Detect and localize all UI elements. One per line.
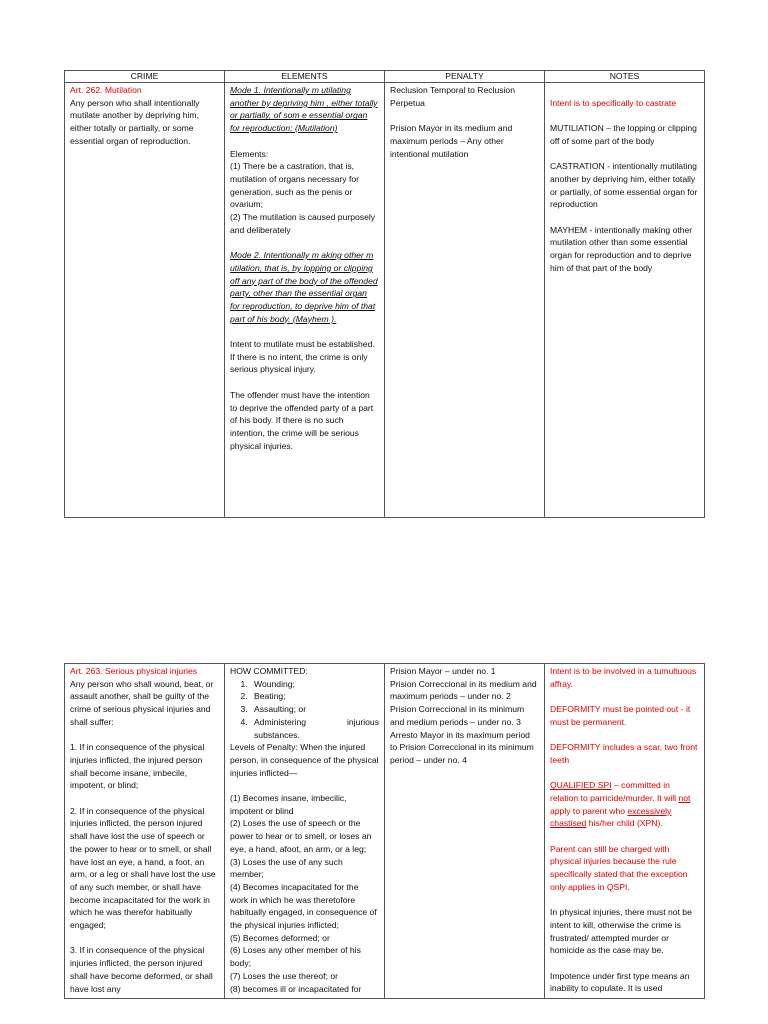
how-committed-list [230,678,379,742]
level-4: (4) Becomes incapacitated for the work in which he was theretofore habitually engaged, in consequence of the physical injuries inflicted; [230,881,377,931]
note-castration: CASTRATION - intentionally mutilating another by depriving him, either totally or partially, of some essential organ for reproduction [550,161,698,210]
level-2: (2) Loses the use of speech or the power to hear or to smell, or loses an eye, a hand, afoot, an arm, or a leg; [230,818,372,854]
penalty-1: Prision Mayor – under no. 1 [390,666,496,676]
elements-cell [225,664,385,999]
note-1: Intent is to be involved in a tumultuous affray. [550,666,697,689]
note-mutilation: MUTILIATION – the lopping or clipping off of some part of the body [550,123,697,146]
element-1: (1) There be a castration, that is, mutilation of organs necessary for generation, such as the penis or ovarium; [230,161,359,210]
serious-physical-injuries-table [64,663,705,999]
note-4 [550,779,699,830]
penalty-3: Prision Correccional in its minimum and medium periods – under no. 3 [390,704,525,727]
crime-intro: Any person who shall wound, beat, or assault another, shall be guilty of the crime of serious physical injuries and shall suffer: [70,678,214,727]
crime-item-2: 2. If in consequence of the physical injuries inflicted, the person injured shall have lost the use of speech or the power to hear or to smell, or shall have lost an eye, a hand, a foot, an arm, or a leg or shall have lost the use of any such member, or shall have become incapacitated for the work in which he was therefor habitually engaged; [70,805,216,931]
note-2: DEFORMITY must be pointed out - it must be permanent. [550,704,691,727]
level-6: (6) Loses any other member of his body; [230,945,361,969]
notes-cell [545,664,705,999]
penalty-cell [385,83,545,518]
intent-paragraph: Intent to mutilate must be established. If there is no intent, the crime is only serious physical injury. [230,339,375,375]
list-item: 3. Assaulting; or [250,703,379,716]
crime-item-3: 3. If in consequence of the physical injuries inflicted, the person injured shall have become deformed, or shall have lost any [70,945,213,994]
penalty-2: Prision Correccional in its medium and maximum periods – under no. 2 [390,678,537,702]
note-4-text-b: apply to parent who [550,805,628,816]
header-elements: ELEMENTS [225,71,385,83]
list-item: 4. Administering injurious substances. [250,716,379,741]
note-4-text-c: his/her child (XPN). [586,818,663,829]
list-item: 1. Wounding; [250,678,379,691]
qualified-spi-label: QUALIFIED SPI [550,780,612,791]
level-1: (1) Becomes insane, imbecilic, impotent or blind [230,793,347,816]
penalty-2: Prision Mayor in its medium and maximum periods – Any other intentional mutilation [390,123,513,159]
note-3: DEFORMITY includes a scar, two front teeth [550,742,698,765]
level-3: (3) Loses the use of any such member; [230,856,343,880]
mutilation-table [64,70,705,518]
note-4-text-a: – committed in relation to parricide/murder. It will [550,780,679,803]
note-4-not: not [678,792,691,803]
mode-1-text: Mode 1. Intentionally m utilating another by depriving him , either totally or partially, of som e essential organ for reproduction; (Mutilation) [230,85,378,134]
note-mayhem: MAYHEM - intentionally making other mutilation other than some essential organ for reproduction and to deprive him of that part of the body [550,224,693,273]
penalty-4: Arresto Mayor in its maximum period to Prision Correccional in its minimum period – under no. 4 [390,729,534,765]
levels-intro: Levels of Penalty: When the injured person, in consequence of the physical injuries inflicted— [230,742,379,778]
level-7: (7) Loses the use thereof; or [230,970,338,981]
element-2: (2) The mutilation is caused purposely and deliberately [230,212,376,235]
notes-cell [545,83,705,518]
table-row [65,83,705,518]
list-item: 2. Beating; [250,690,379,703]
note-4-exception: excessively chastised [550,805,672,829]
penalty-cell [385,664,545,999]
header-notes: NOTES [545,71,705,83]
table-header-row [65,71,705,83]
crime-item-1: 1. If in consequence of the physical injuries inflicted, the injured person shall become insane, imbecile, impotent, or blind; [70,742,205,791]
mode-2-text: Mode 2. Intentionally m aking other m utilation, that is, by lopping or clipping off any part of the body of the offended party, other than the essential organ for reproduction, to deprive him of that part of his body. (Mayhem ). [230,250,378,324]
table-row [65,664,705,999]
crime-cell [65,664,225,999]
header-penalty: PENALTY [385,71,545,83]
note-intent: Intent is to specifically to castrate [550,97,677,108]
penalty-1: Reclusion Temporal to Reclusion Perpetua [390,85,515,108]
note-5: Parent can still be charged with physical injuries because the rule specifically stated that the exception only applies in QSPI. [550,843,688,892]
crime-text: Any person who shall intentionally mutilate another by depriving him, either totally or partially, or some essential organ of reproduction. [70,97,200,146]
elements-cell [225,83,385,518]
elements-heading: Elements: [230,148,269,159]
article-title: Art. 263. Serious physical injuries [70,666,198,676]
header-crime: CRIME [65,71,225,83]
level-5: (5) Becomes deformed; or [230,932,330,943]
article-title: Art. 262. Mutilation [70,85,142,95]
crime-cell [65,83,225,518]
note-7: Impotence under first type means an inability to copulate. It is used [550,970,690,994]
note-6: In physical injuries, there must not be intent to kill, otherwise the crime is frustrated/ attempted murder or homicide as the case may be. [550,907,692,956]
how-committed-heading: HOW COMMITTED: [230,666,308,676]
level-8: (8) becomes ill or incapacitated for [230,983,362,994]
offender-paragraph: The offender must have the intention to deprive the offended party of a part of his body. If there is no such intention, the crime will be serious physical injuries. [230,389,374,451]
